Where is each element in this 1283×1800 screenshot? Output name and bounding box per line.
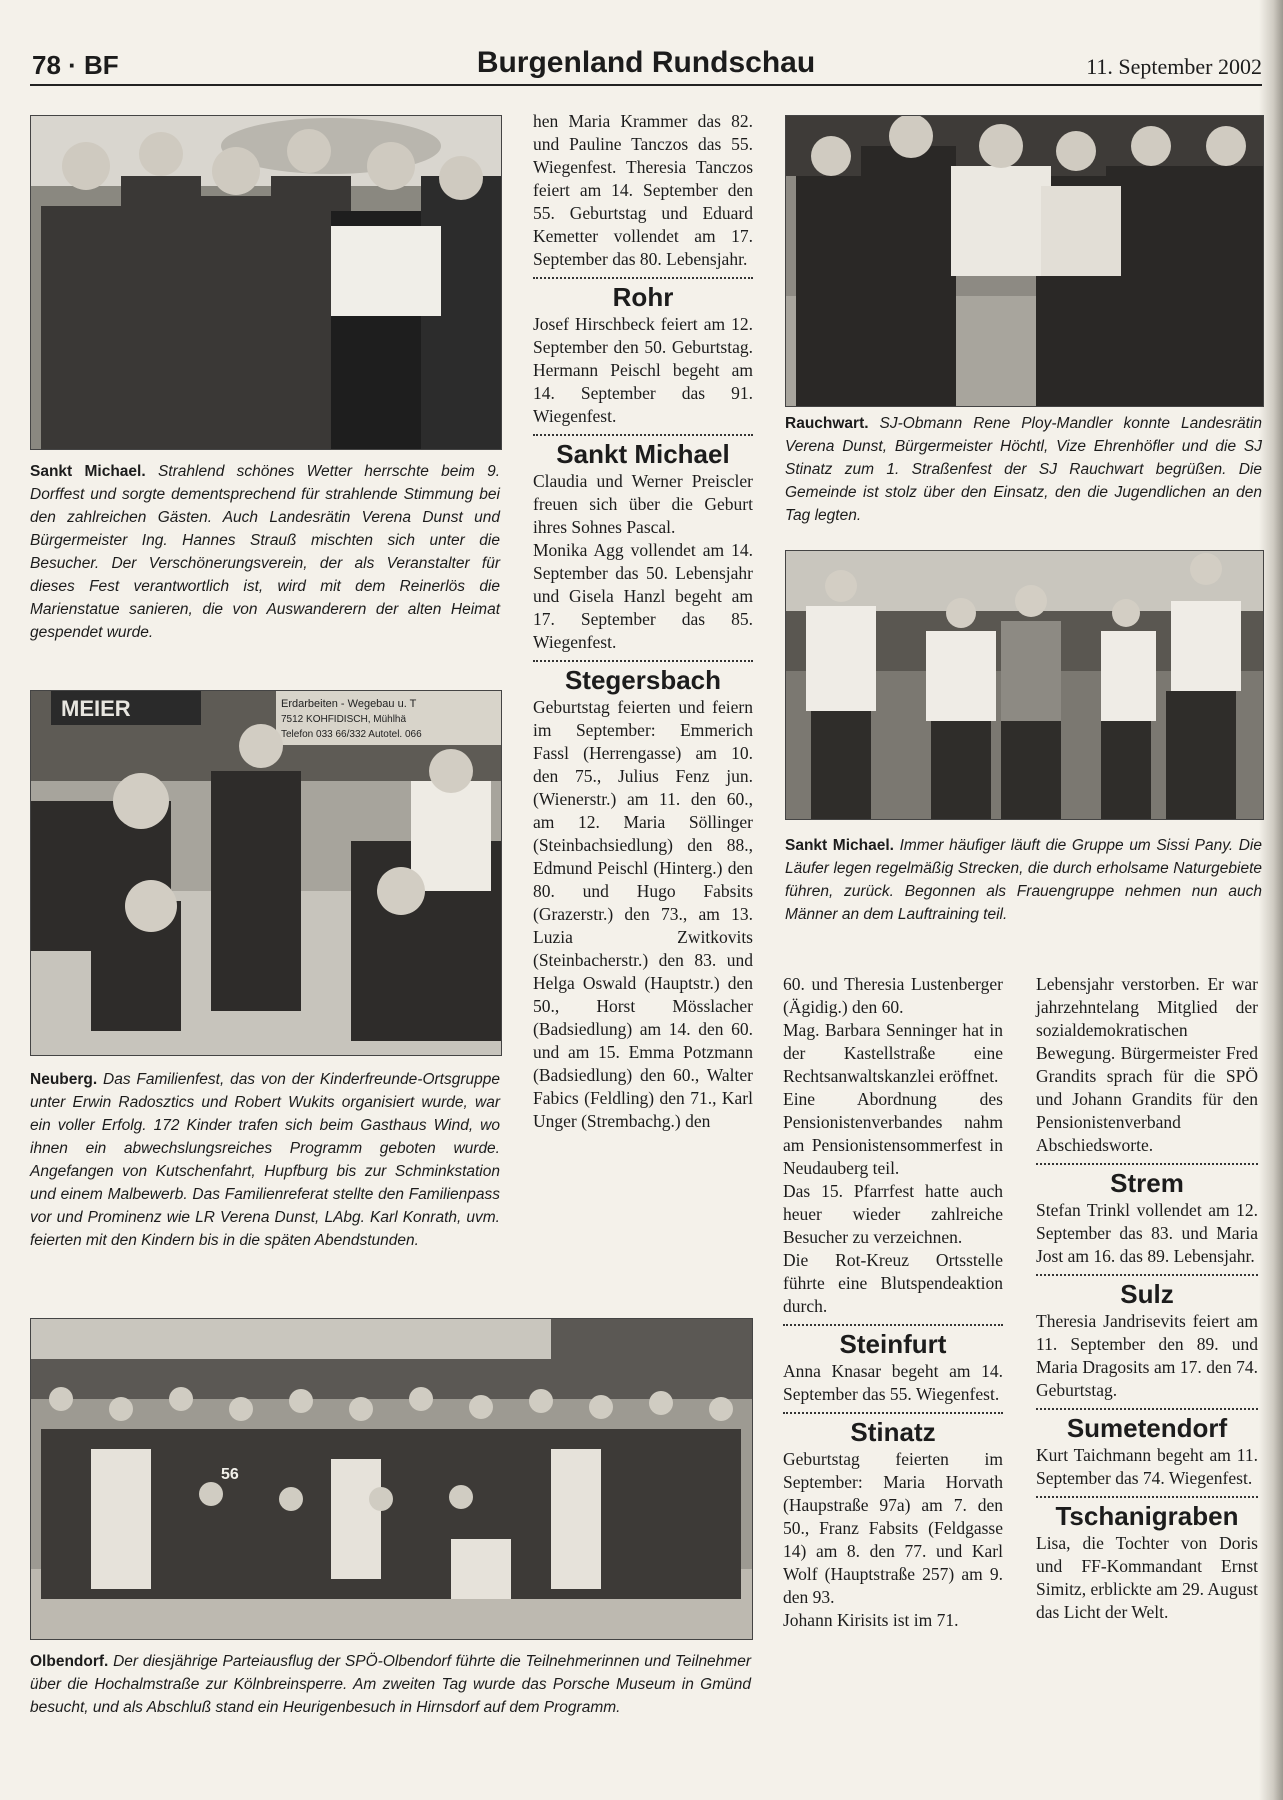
column-lower-right	[1036, 973, 1258, 1624]
section-text: Kurt Taichmann begeht am 11. September das 74. Wiegenfest.	[1036, 1445, 1258, 1488]
section-text: Josef Hirschbeck feiert am 12. September den 50. Geburtstag. Hermann Peischl begeht am 14. September das 91. Wiegenfest.	[533, 314, 753, 426]
photo-image	[31, 1319, 752, 1639]
section-text: Lebensjahr verstorben. Er war jahrzehntelang Mitglied der sozialdemokratischen Bewegung. Bürgermeister Fred Grandits sprach für die SPÖ und Johann Grandits für den Pensionistenverband Abschiedsworte.	[1036, 974, 1258, 1155]
issue-date: 11. September 2002	[1086, 54, 1262, 79]
sign-address: 7512 KOHFIDISCH, Mühlhä	[281, 714, 407, 725]
section-continuation	[533, 110, 753, 271]
photo-image	[786, 551, 1263, 819]
caption-sankt-michael-laufgruppe	[785, 834, 1262, 926]
section-title: Rohr	[612, 282, 674, 312]
caption-place: Olbendorf.	[30, 1653, 109, 1670]
section-continuation	[1036, 973, 1258, 1157]
caption-place: Sankt Michael.	[785, 837, 894, 854]
section-text: Lisa, die Tochter von Doris und FF-Kommandant Ernst Simitz, erblickte am 29. August das Licht der Welt.	[1036, 1533, 1258, 1622]
photo-rauchwart-strassenfest	[785, 115, 1264, 407]
page-number: 78 · BF	[32, 50, 119, 80]
caption-text: Der diesjährige Parteiausflug der SPÖ-Olbendorf führte die Teilnehmerinnen und Teilnehmer über die Hochalmstraße zur Kölnbreinsperre. Am zweiten Tag wurde das Porsche Museum in Gmünd besucht, und als Abschluß stand ein Heurigenbesuch in Hirnsdorf auf dem Programm.	[30, 1653, 751, 1716]
section-text: Die Rot-Kreuz Ortsstelle führte eine Blutspendeaktion durch.	[783, 1250, 1003, 1316]
caption-place: Neuberg.	[30, 1071, 98, 1088]
caption-text: Immer häufiger läuft die Gruppe um Sissi Pany. Die Läufer legen regelmäßig Strecken, die durch erholsame Naturgebiete führen, zurück. Begonnen als Frauengruppe nehmen nun auch Männer an dem Lauftraining teil.	[785, 837, 1262, 923]
caption-olbendorf-ausflug	[30, 1650, 751, 1719]
page-header	[30, 46, 1262, 86]
section-text: Anna Knasar begeht am 14. September das 55. Wiegenfest.	[783, 1361, 1003, 1404]
section-title: Sumetendorf	[1066, 1413, 1228, 1443]
section-title: Stinatz	[850, 1417, 936, 1447]
caption-place: Sankt Michael.	[30, 463, 146, 480]
section-rohr	[533, 277, 753, 428]
section-title: Strem	[1110, 1168, 1184, 1198]
sign-company: Erdarbeiten - Wegebau u. T	[281, 698, 417, 710]
section-text: hen Maria Krammer das 82. und Pauline Tanczos das 55. Wiegenfest. Theresia Tanczos feiert am 14. September den 55. Geburtstag und Eduard Kemetter vollendet am 17. September das 80. Lebensjahr.	[533, 111, 753, 269]
section-stegersbach	[533, 660, 753, 1133]
section-text: Johann Kirisits ist im 71.	[783, 1610, 959, 1630]
caption-text: Das Familienfest, das von der Kinderfreunde-Ortsgruppe unter Erwin Radosztics und Robert Wukits organisiert wurde, war ein voller Erfolg. 172 Kinder trafen sich beim Gasthaus Wind, wo ihnen ein abwechslungsreiches Programm geboten wurde. Angefangen von Kutschenfahrt, Hupfburg bis zur Schminkstation und einem Malbewerb. Das Familienreferat stellte den Familienpass vor und Prominenz wie LR Verena Dunst, LAbg. Karl Konrath, uvm. feierten mit den Kindern bis in die späten Abendstunden.	[30, 1071, 500, 1249]
section-sumetendorf	[1036, 1408, 1258, 1490]
photo-neuberg-familienfest	[30, 690, 502, 1056]
photo-olbendorf-ausflug	[30, 1318, 753, 1640]
section-text: Stefan Trinkl vollendet am 12. September das 83. und Maria Jost am 16. das 89. Lebensjahr.	[1036, 1200, 1258, 1266]
sign-meier: MEIER	[61, 696, 131, 721]
photo-sankt-michael-dorffest	[30, 115, 502, 450]
photo-image	[31, 691, 501, 1055]
newspaper-title: Burgenland Rundschau	[476, 46, 816, 79]
column-middle	[533, 110, 753, 1133]
jersey-number: 56	[221, 1466, 239, 1483]
section-sankt-michael	[533, 434, 753, 654]
section-title: Sulz	[1120, 1279, 1174, 1309]
sign-phone: Telefon 033 66/332 Autotel. 066	[281, 729, 422, 740]
section-strem	[1036, 1163, 1258, 1268]
section-text: 60. und Theresia Lustenberger (Ägidig.) den 60.	[783, 974, 1003, 1017]
caption-sankt-michael-dorffest	[30, 460, 500, 644]
caption-rauchwart-strassenfest	[785, 412, 1262, 527]
section-text: Geburtstag feierten im September: Maria Horvath (Haupstraße 97a) am 7. den 50., Franz Fabsits (Feldgasse 14) am 8. den 77. und Karl Wolf (Hauptstraße 257) am 9. den 93.	[783, 1449, 1003, 1607]
column-lower-left	[783, 973, 1003, 1632]
section-title: Steinfurt	[839, 1329, 947, 1359]
section-title: Tschanigraben	[1055, 1501, 1239, 1531]
section-title: Stegersbach	[564, 665, 722, 695]
section-continuation	[783, 973, 1003, 1318]
section-title: Sankt Michael	[556, 439, 730, 469]
section-text: Geburtstag feierten und feiern im September: Emmerich Fassl (Herrengasse) am 10. den 75., Julius Fenz jun. (Wienerstr.) am 11. den 60., am 12. Maria Söllinger (Steinbachsiedlung) den 88., Edmund Peischl (Hinterg.) den 80. und Hugo Fabsits (Grazerstr.) den 73., am 13. Luzia Zwitkovits (Steinbacherstr.) den 83. und Helga Oswald (Hauptstr.) den 50., Horst Mösslacher (Badsiedlung) am 14. den 60. und am 15. Emma Potzmann (Badsiedlung) den 60., Walter Fabics (Feldling) den 71., Karl Unger (Strembachg.) den	[533, 697, 753, 1131]
section-text: Monika Agg vollendet am 14. September das 50. Lebensjahr und Gisela Hanzl begeht am 17. September das 85. Wiegenfest.	[533, 540, 753, 652]
section-text: Das 15. Pfarrfest hatte auch heuer wieder zahlreiche Besucher zu verzeichnen.	[783, 1181, 1003, 1247]
section-text: Eine Abordnung des Pensionistenverbandes nahm am Pensionistensommerfest in Neudauberg teil.	[783, 1089, 1003, 1178]
caption-text: SJ-Obmann Rene Ploy-Mandler konnte Landesrätin Verena Dunst, Bürgermeister Höchtl, Vize Ehrenhöfler und die SJ Stinatz zum 1. Straßenfest der SJ Rauchwart begrüßen. Die Gemeinde ist stolz über den Einsatz, den die Jugendlichen an den Tag legten.	[785, 415, 1262, 524]
section-text: Theresia Jandrisevits feiert am 11. September den 89. und Maria Dragosits am 17. den 74. Geburtstag.	[1036, 1311, 1258, 1400]
section-text: Claudia und Werner Preiscler freuen sich über die Geburt ihres Sohnes Pascal.	[533, 471, 753, 537]
photo-image	[786, 116, 1263, 406]
caption-text: Strahlend schönes Wetter herrschte beim 9. Dorffest und sorgte dementsprechend für strahlende Stimmung bei den zahlreichen Gästen. Auch Landesrätin Verena Dunst und Bürgermeister Ing. Hannes Strauß mischten sich unter die Besucher. Der Verschönerungsverein, der als Veranstalter für dieses Fest verantwortlich ist, wird mit dem Reinerlös die Marienstatue sanieren, die von Auswanderern der alten Heimat gespendet wurde.	[30, 463, 500, 641]
photo-image	[31, 116, 501, 449]
caption-place: Rauchwart.	[785, 415, 869, 432]
section-tschanigraben	[1036, 1496, 1258, 1624]
section-stinatz	[783, 1412, 1003, 1632]
section-sulz	[1036, 1274, 1258, 1402]
section-text: Mag. Barbara Senninger hat in der Kastellstraße eine Rechtsanwaltskanzlei eröffnet.	[783, 1020, 1003, 1086]
photo-sankt-michael-laufgruppe	[785, 550, 1264, 820]
section-steinfurt	[783, 1324, 1003, 1406]
caption-neuberg-familienfest	[30, 1068, 500, 1252]
